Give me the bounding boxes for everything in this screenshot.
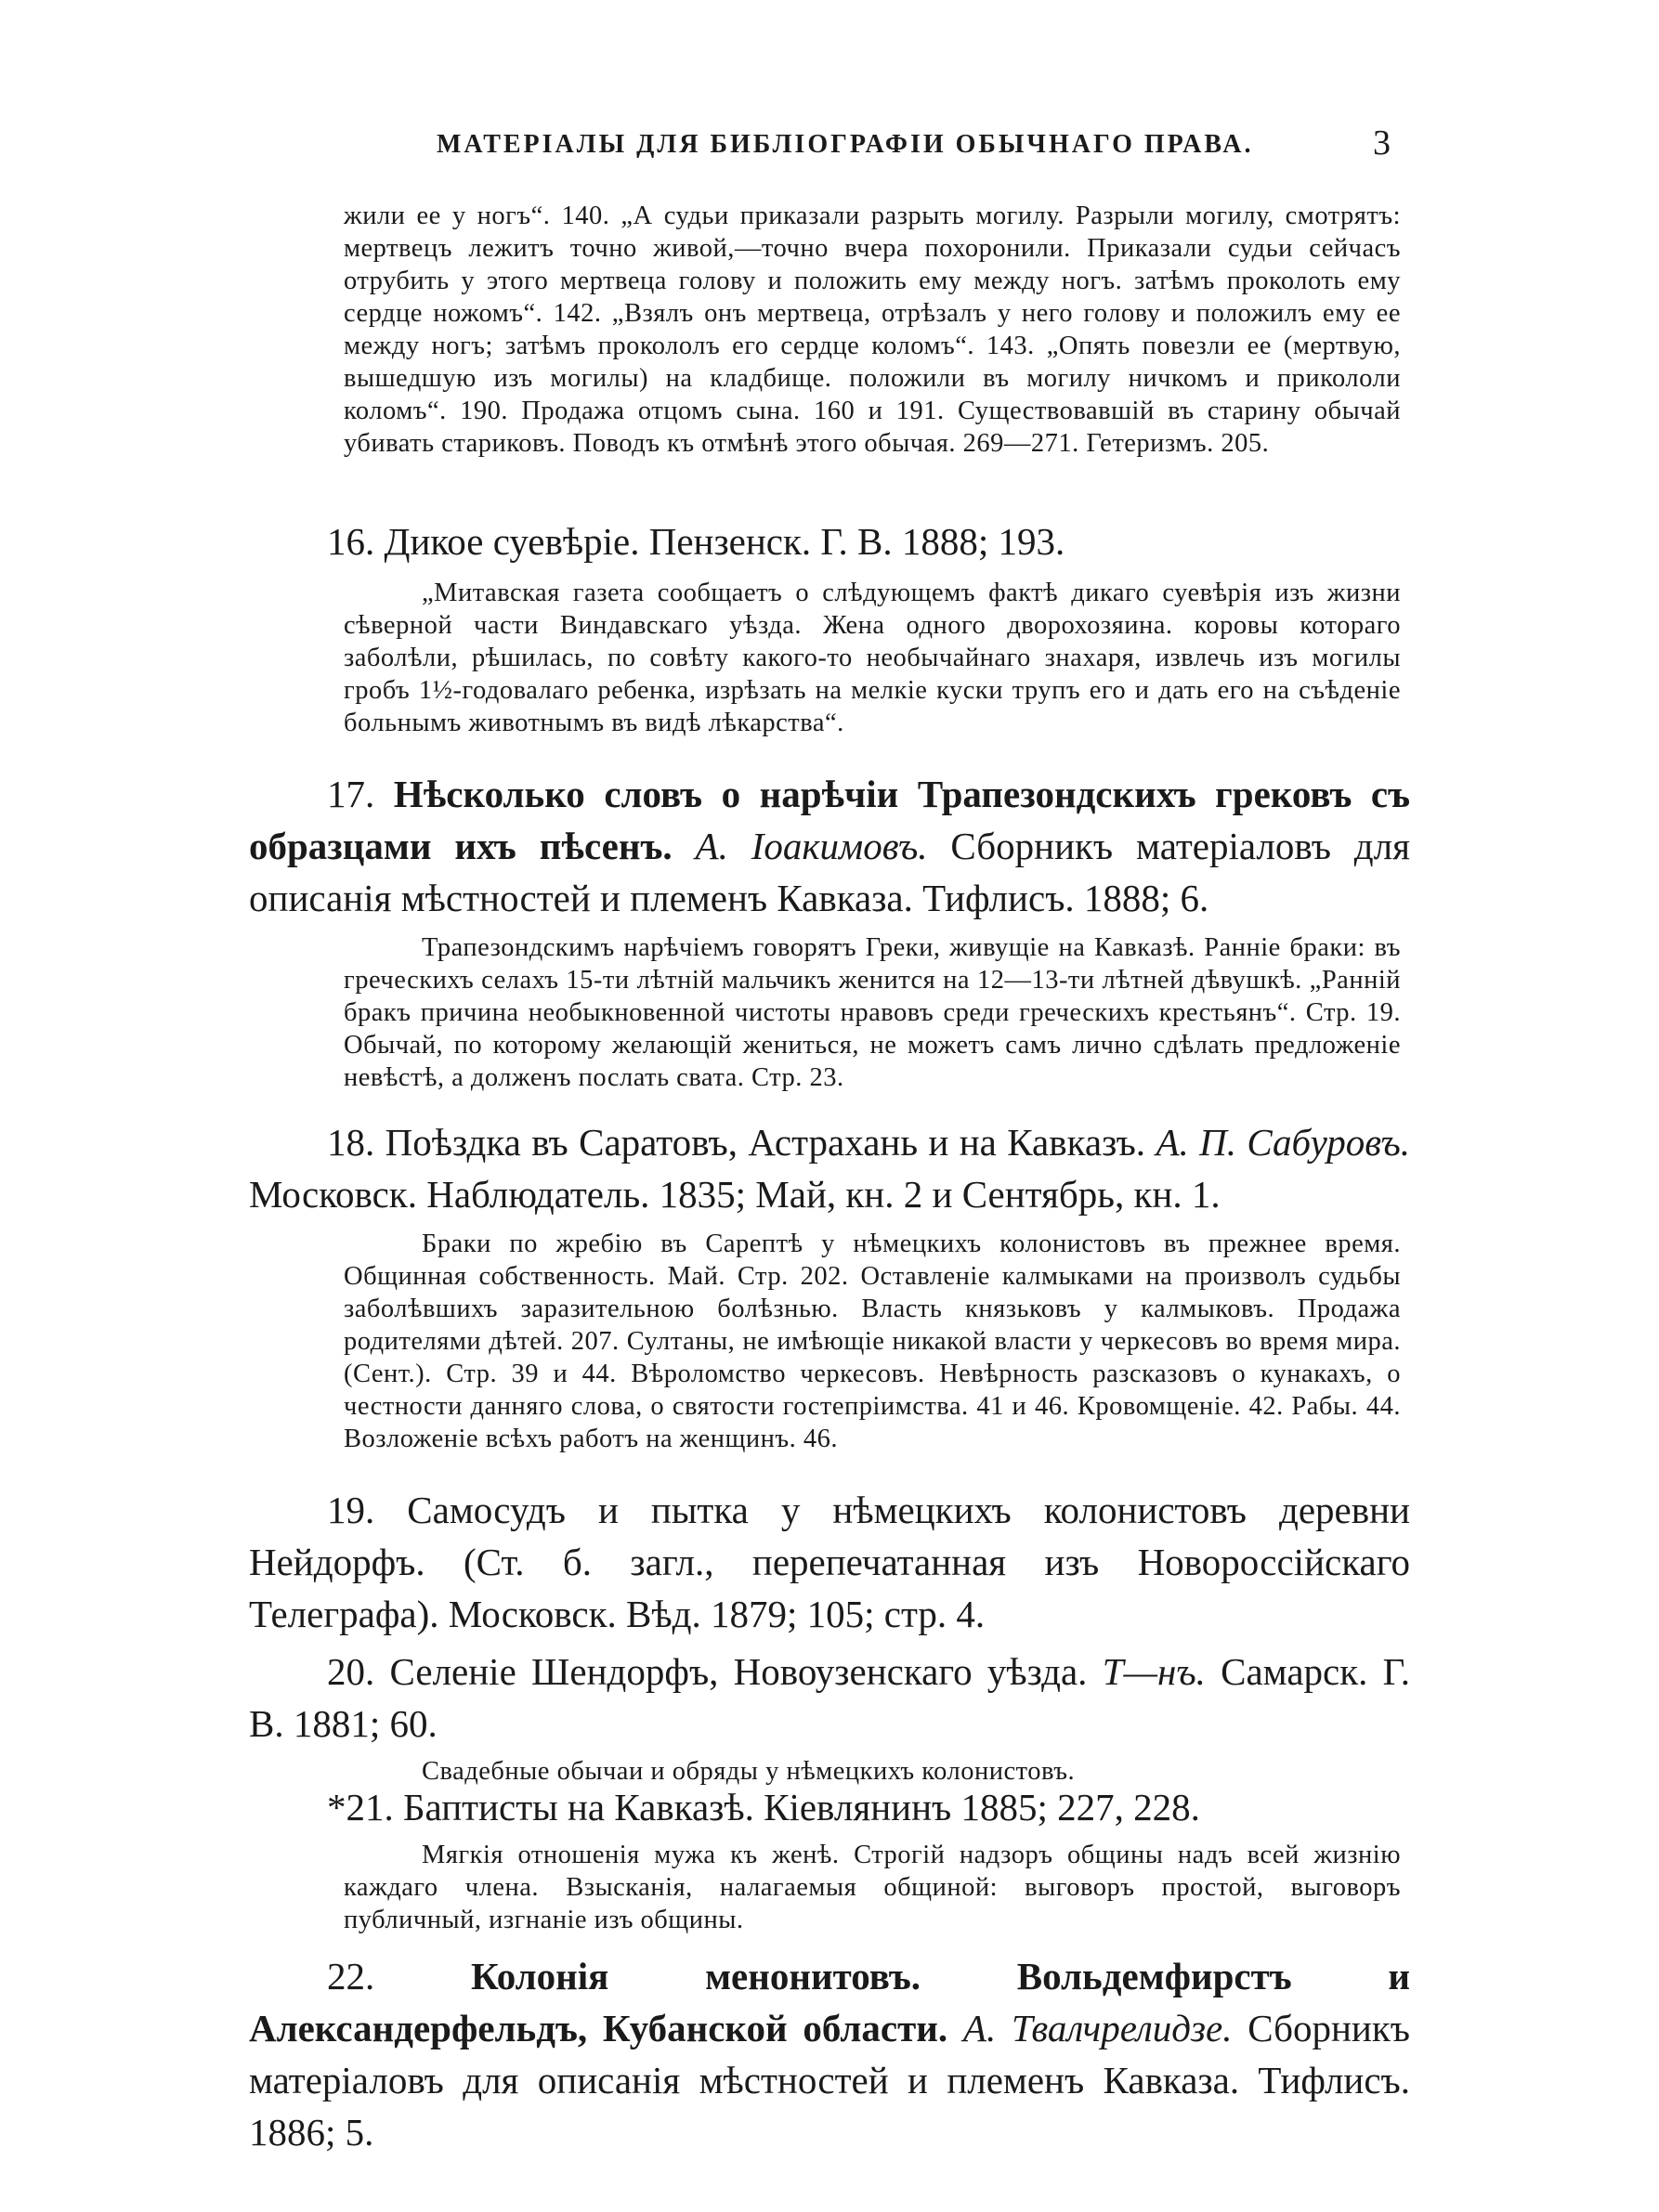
entry-author: Т—нъ. (1102, 1650, 1206, 1693)
entry-number: 17. (327, 773, 375, 815)
entry-title (249, 1646, 1410, 1750)
entry-source: Московск. Наблюдатель. 1835; Май, кн. 2 и Сентябрь, кн. 1. (249, 1173, 1221, 1216)
entry-title-text: Дикое суевѣріе. Пензенск. Г. В. 1888; 193. (384, 520, 1065, 563)
entry-author: А. Іоакимовъ. (695, 825, 928, 867)
entry-19 (0, 1484, 1659, 1640)
entry-title (249, 1781, 1410, 1833)
entry-22 (0, 1950, 1659, 2158)
entry-title (249, 515, 1410, 567)
entry-source: Сборникъ матеріаловъ для описанія мѣстностей и племенъ Кавказа. Тифлисъ. 1888; 6. (249, 825, 1410, 919)
entry-title-text: Нѣсколько словъ о нарѣчіи Трапезондскихъ грековъ съ образцами ихъ пѣсенъ. (249, 773, 1410, 867)
entry-number: 20. (327, 1650, 375, 1693)
entry-title-text: Поѣздка въ Саратовъ, Астрахань и на Кавказъ. (385, 1121, 1146, 1164)
entry-author: А. Твалчрелидзе. (962, 2007, 1233, 2049)
entry-source: Сборникъ матеріаловъ для описанія мѣстностей и племенъ Кавказа. Тифлисъ. 1886; 5. (249, 2007, 1410, 2153)
entry-title (249, 1116, 1410, 1220)
entry-18 (0, 1116, 1659, 1455)
entry-body: Свадебные обычаи и обряды у нѣмецкихъ колонистовъ. (422, 1757, 1076, 1786)
entry-number: 19. (327, 1489, 375, 1531)
running-title: МАТЕРІАЛЫ ДЛЯ БИБЛІОГРАФІИ ОБЫЧНАГО ПРАВА. (437, 130, 1254, 159)
entry-title-text: Селеніе Шендорфъ, Новоузенскаго уѣзда. (389, 1650, 1088, 1693)
entry-number: 16. (327, 520, 375, 563)
entry-title-text: Баптисты на Кавказѣ. Кіевлянинъ 1885; 227, 228. (403, 1786, 1200, 1828)
entry-body: Браки по жребію въ Сарептѣ у нѣмецкихъ колонистовъ въ прежнее время. Общинная собственность. Май. Стр. 202. Оставленіе калмыками на произволъ судьбы заболѣвшихъ заразительною болѣзнью. Власть князьковъ у калмыковъ. Продажа родителями дѣтей. 207. Султаны, не имѣющіе никакой власти у черкесовъ во время мира. (Сент.). Стр. 39 и 44. Вѣроломство черкесовъ. Невѣрность разсказовъ о кунакахъ, о честности данняго слова, о святости гостепріимства. 41 и 46. Кровомщеніе. 42. Рабы. 44. Возложеніе всѣхъ работъ на женщинъ. 46. (344, 1230, 1401, 1453)
entry-body: Мягкія отношенія мужа къ женѣ. Строгій надзоръ общины надъ всей жизнію каждаго члена. Взысканія, налагаемыя общиной: выговоръ простой, выговоръ публичный, изгнаніе изъ общины. (344, 1841, 1401, 1934)
page-number: 3 (1373, 124, 1391, 163)
entry-title (249, 1950, 1410, 2158)
entry-title-text: Самосудъ и пытка у нѣмецкихъ колонистовъ деревни Нейдорфъ. (Ст. б. загл., перепечатанная изъ Новороссійскаго Телеграфа). Московск. Вѣд. 1879; 105; стр. 4. (249, 1489, 1410, 1635)
entry-16 (0, 515, 1659, 739)
entry-20 (0, 1646, 1659, 1788)
entry-15-continuation (0, 200, 1659, 460)
entry-title (249, 768, 1410, 924)
entry-number: 18. (327, 1121, 375, 1164)
entry-body: жили ее у ногъ“. 140. „А судьи приказали разрыть могилу. Разрыли могилу, смотрятъ: мертвецъ лежитъ точно живой,—точно вчера похоронили. Приказали судьи сейчасъ отрубить у этого мертвеца голову и положить ему между ногъ. затѣмъ проколоть ему сердце ножомъ“. 142. „Взялъ онъ мертвеца, отрѣзалъ у него голову и положилъ ему ее между ногъ; затѣмъ прокололъ его сердце коломъ“. 143. „Опять повезли ее (мертвую, вышедшую изъ могилы) на кладбище. положили въ могилу ничкомъ и прикололи коломъ“. 190. Продажа отцомъ сына. 160 и 191. Существовавшій въ старину обычай убивать стариковъ. Поводъ къ отмѣнѣ этого обычая. 269—271. Гетеризмъ. 205. (344, 202, 1401, 458)
entry-title-text: Колонія менонитовъ. Вольдемфирстъ и Александерфельдъ, Кубанской области. (249, 1955, 1411, 2049)
entry-21 (0, 1781, 1659, 1936)
entry-17 (0, 768, 1659, 1094)
entry-source: Самарск. Г. В. 1881; 60. (249, 1650, 1411, 1745)
entry-author: А. П. Сабуровъ. (1156, 1121, 1411, 1164)
entry-body: Трапезондскимъ нарѣчіемъ говорятъ Греки, живущіе на Кавказѣ. Ранніе браки: въ греческихъ селахъ 15-ти лѣтній мальчикъ женится на 12—13-ти лѣтней дѣвушкѣ. „Ранній бракъ причина необыкновенной чистоты нравовъ среди греческихъ крестьянъ“. Стр. 19. Обычай, по которому желающій жениться, не можетъ самъ лично сдѣлать предложеніе невѣстѣ, а долженъ послать свата. Стр. 23. (344, 933, 1401, 1092)
entry-title (249, 1484, 1410, 1640)
entry-body: „Митавская газета сообщаетъ о слѣдующемъ фактѣ дикаго суевѣрія изъ жизни сѣверной части Виндавскаго уѣзда. Жена одного дворохозяина. коровы котораго заболѣли, рѣшилась, по совѣту какого-то необычайнаго знахаря, извлечь изъ могилы гробъ 1½-годовалаго ребенка, изрѣзать на мелкіе куски трупъ его и дать его на съѣденіе больнымъ животнымъ въ видѣ лѣкарства“. (344, 579, 1401, 737)
entry-number: 22. (327, 1955, 375, 1997)
entry-number: *21. (327, 1786, 394, 1828)
